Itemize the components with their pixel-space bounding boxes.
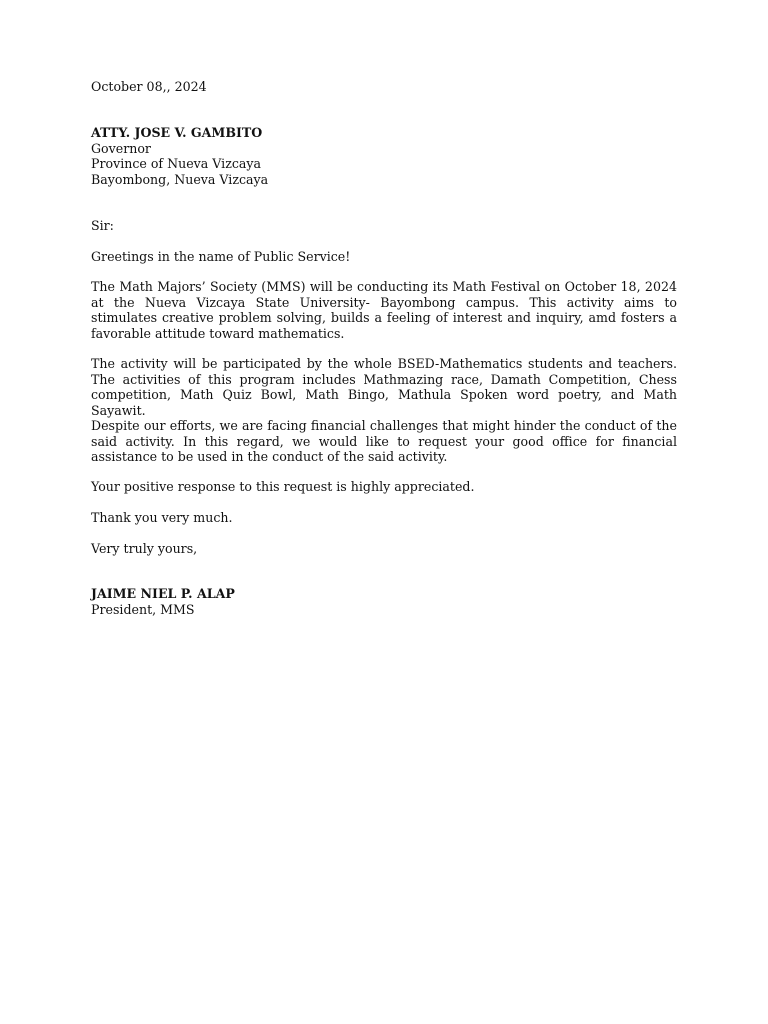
closing-line: Very truly yours, (91, 541, 198, 556)
thanks-line: Thank you very much. (91, 510, 233, 525)
signatory-name: JAIME NIEL P. ALAP (91, 586, 235, 601)
salutation: Sir: (91, 218, 114, 233)
recipient-name: ATTY. JOSE V. GAMBITO (91, 125, 263, 140)
signatory-block (91, 586, 677, 617)
body-paragraph-3: Despite our efforts, we are facing financial challenges that might hinder the conduct of the said activity. In this regard, we would like to request your good office for financial assistance to be used in the conduct of the said activity. (91, 418, 677, 465)
greeting: Greetings in the name of Public Service! (91, 249, 351, 264)
recipient-office: Province of Nueva Vizcaya (91, 156, 262, 172)
letter-date: October 08,, 2024 (91, 79, 207, 94)
signatory-position: President, MMS (91, 601, 195, 617)
appreciation-line: Your positive response to this request is highly appreciated. (91, 479, 475, 494)
recipient-address: Bayombong, Nueva Vizcaya (91, 171, 269, 187)
recipient-block (91, 125, 677, 187)
body-paragraph-2: The activity will be participated by the whole BSED-Mathematics students and teachers. The activities of this program includes Mathmazing race, Damath Competition, Chess competition, Math Quiz Bowl, Math Bingo, Mathula Spoken word poetry, and Math Sayawit. (91, 356, 677, 418)
recipient-title: Governor (91, 140, 151, 156)
body-paragraph-1: The Math Majors’ Society (MMS) will be conducting its Math Festival on October 18, 2024 at the Nueva Vizcaya State University- Bayombong campus. This activity aims to stimulates creative problem solving, builds a feeling of interest and inquiry, amd fosters a favorable attitude toward mathematics. (91, 279, 677, 341)
